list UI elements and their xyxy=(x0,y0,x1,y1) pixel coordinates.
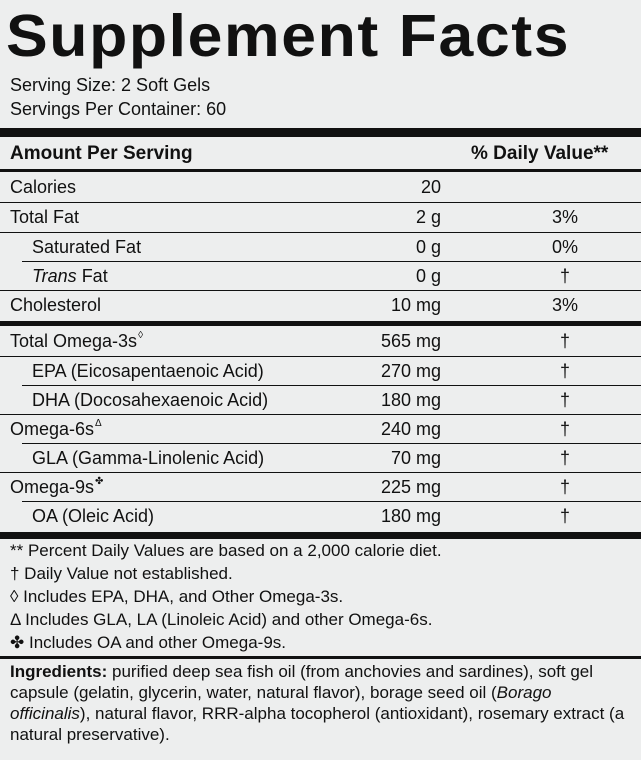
nutrient-name: Calories xyxy=(10,177,77,197)
nutrient-amount: 180 mg xyxy=(380,390,441,410)
nutrient-name: EPA (Eicosapentaenoic Acid) xyxy=(32,361,264,381)
thick-divider xyxy=(0,128,641,137)
nutrient-row-calories xyxy=(0,173,641,202)
nutrient-amount: 20 xyxy=(420,177,441,197)
nutrient-row-dha xyxy=(0,386,641,415)
nutrient-name: Cholesterol xyxy=(10,295,102,315)
panel-bottom-divider xyxy=(0,656,641,659)
nutrient-row-total-fat xyxy=(0,203,641,232)
trans-italic: Trans xyxy=(32,266,77,286)
nutrient-amount: 270 mg xyxy=(380,361,441,381)
nutrient-row-saturated-fat xyxy=(0,233,641,262)
nutrient-name: DHA (Docosahexaenoic Acid) xyxy=(32,390,269,410)
serving-size: Serving Size: 2 Soft Gels xyxy=(10,75,211,95)
nutrient-name: Total Omega-3s◊ xyxy=(10,330,144,351)
delta-symbol-icon: Δ xyxy=(95,418,102,429)
nutrient-row-oa xyxy=(0,502,641,531)
nutrient-amount: 0 g xyxy=(415,266,441,286)
diamond-symbol-icon: ◊ xyxy=(138,330,144,341)
nutrient-row-gla xyxy=(0,444,641,473)
servings-per-container: Servings Per Container: 60 xyxy=(10,99,227,119)
nutrient-amount: 240 mg xyxy=(380,419,441,439)
nutrient-daily-value: † xyxy=(559,419,570,439)
nutrient-daily-value: 3% xyxy=(551,295,578,315)
nutrient-daily-value: † xyxy=(559,390,570,410)
nutrient-name: Total Fat xyxy=(10,207,80,227)
nutrient-amount: 180 mg xyxy=(380,506,441,526)
nutrient-amount: 0 g xyxy=(415,237,441,257)
nutrient-daily-value: † xyxy=(559,477,570,497)
footnote-omega-9: ✤ Includes OA and other Omega-9s. xyxy=(10,633,287,652)
footnote-daily-values: ** Percent Daily Values are based on a 2,000 calorie diet. xyxy=(10,541,442,560)
header-divider xyxy=(0,169,641,172)
nutrient-name: Saturated Fat xyxy=(32,237,142,257)
thick-divider xyxy=(0,532,641,539)
nutrient-daily-value: 0% xyxy=(551,237,578,257)
nutrient-name: GLA (Gamma-Linolenic Acid) xyxy=(32,448,265,468)
ingredients-label: Ingredients: xyxy=(10,662,108,681)
nutrient-row-epa xyxy=(0,357,641,386)
ingredients-text: Ingredients: purified deep sea fish oil (from anchovies and sardines), soft gel capsule (gelatin, glycerin, water, natural flavor), borage seed oil (Borago officinalis), natural flavor, RRR-alpha tocopherol (antioxidant), rosemary extract (a natural preservative). xyxy=(10,662,625,744)
medium-divider xyxy=(0,321,641,326)
footnote-omega-6: Δ Includes GLA, LA (Linoleic Acid) and other Omega-6s. xyxy=(10,610,433,629)
nutrient-name: OA (Oleic Acid) xyxy=(32,506,155,526)
trans-rest: Fat xyxy=(76,266,108,286)
footnote-dagger: † Daily Value not established. xyxy=(10,564,233,583)
nutrient-row-cholesterol xyxy=(0,291,641,320)
nutrient-daily-value: † xyxy=(559,361,570,381)
nutrient-amount: 2 g xyxy=(415,207,441,227)
amount-per-serving-header: Amount Per Serving xyxy=(10,143,193,164)
header-row xyxy=(0,138,641,168)
nutrient-daily-value: † xyxy=(559,266,570,286)
footnote-omega-3: ◊ Includes EPA, DHA, and Other Omega-3s. xyxy=(10,587,344,606)
nutrient-name: Omega-9s✤ xyxy=(10,476,104,497)
daily-value-header: % Daily Value** xyxy=(471,143,609,164)
nutrient-amount: 70 mg xyxy=(390,448,441,468)
nutrient-daily-value: † xyxy=(559,331,570,351)
nutrient-row-omega-6s xyxy=(0,415,641,444)
flower-symbol-icon: ✤ xyxy=(95,476,104,487)
botanical-name: Borago officinalis xyxy=(10,683,552,723)
nutrient-daily-value: † xyxy=(559,448,570,468)
nutrient-row-trans-fat xyxy=(0,262,641,291)
nutrient-daily-value: † xyxy=(559,506,570,526)
nutrient-row-omega-9s xyxy=(0,473,641,502)
nutrient-amount: 225 mg xyxy=(380,477,441,497)
panel-title: Supplement Facts xyxy=(6,3,571,69)
nutrient-amount: 10 mg xyxy=(390,295,441,315)
nutrient-amount: 565 mg xyxy=(380,331,441,351)
nutrient-name: Omega-$6s^\Delta$ xyxy=(10,418,102,439)
nutrient-row-total-omega-3s xyxy=(0,327,641,356)
nutrient-daily-value: 3% xyxy=(551,207,578,227)
nutrient-name xyxy=(32,266,108,287)
